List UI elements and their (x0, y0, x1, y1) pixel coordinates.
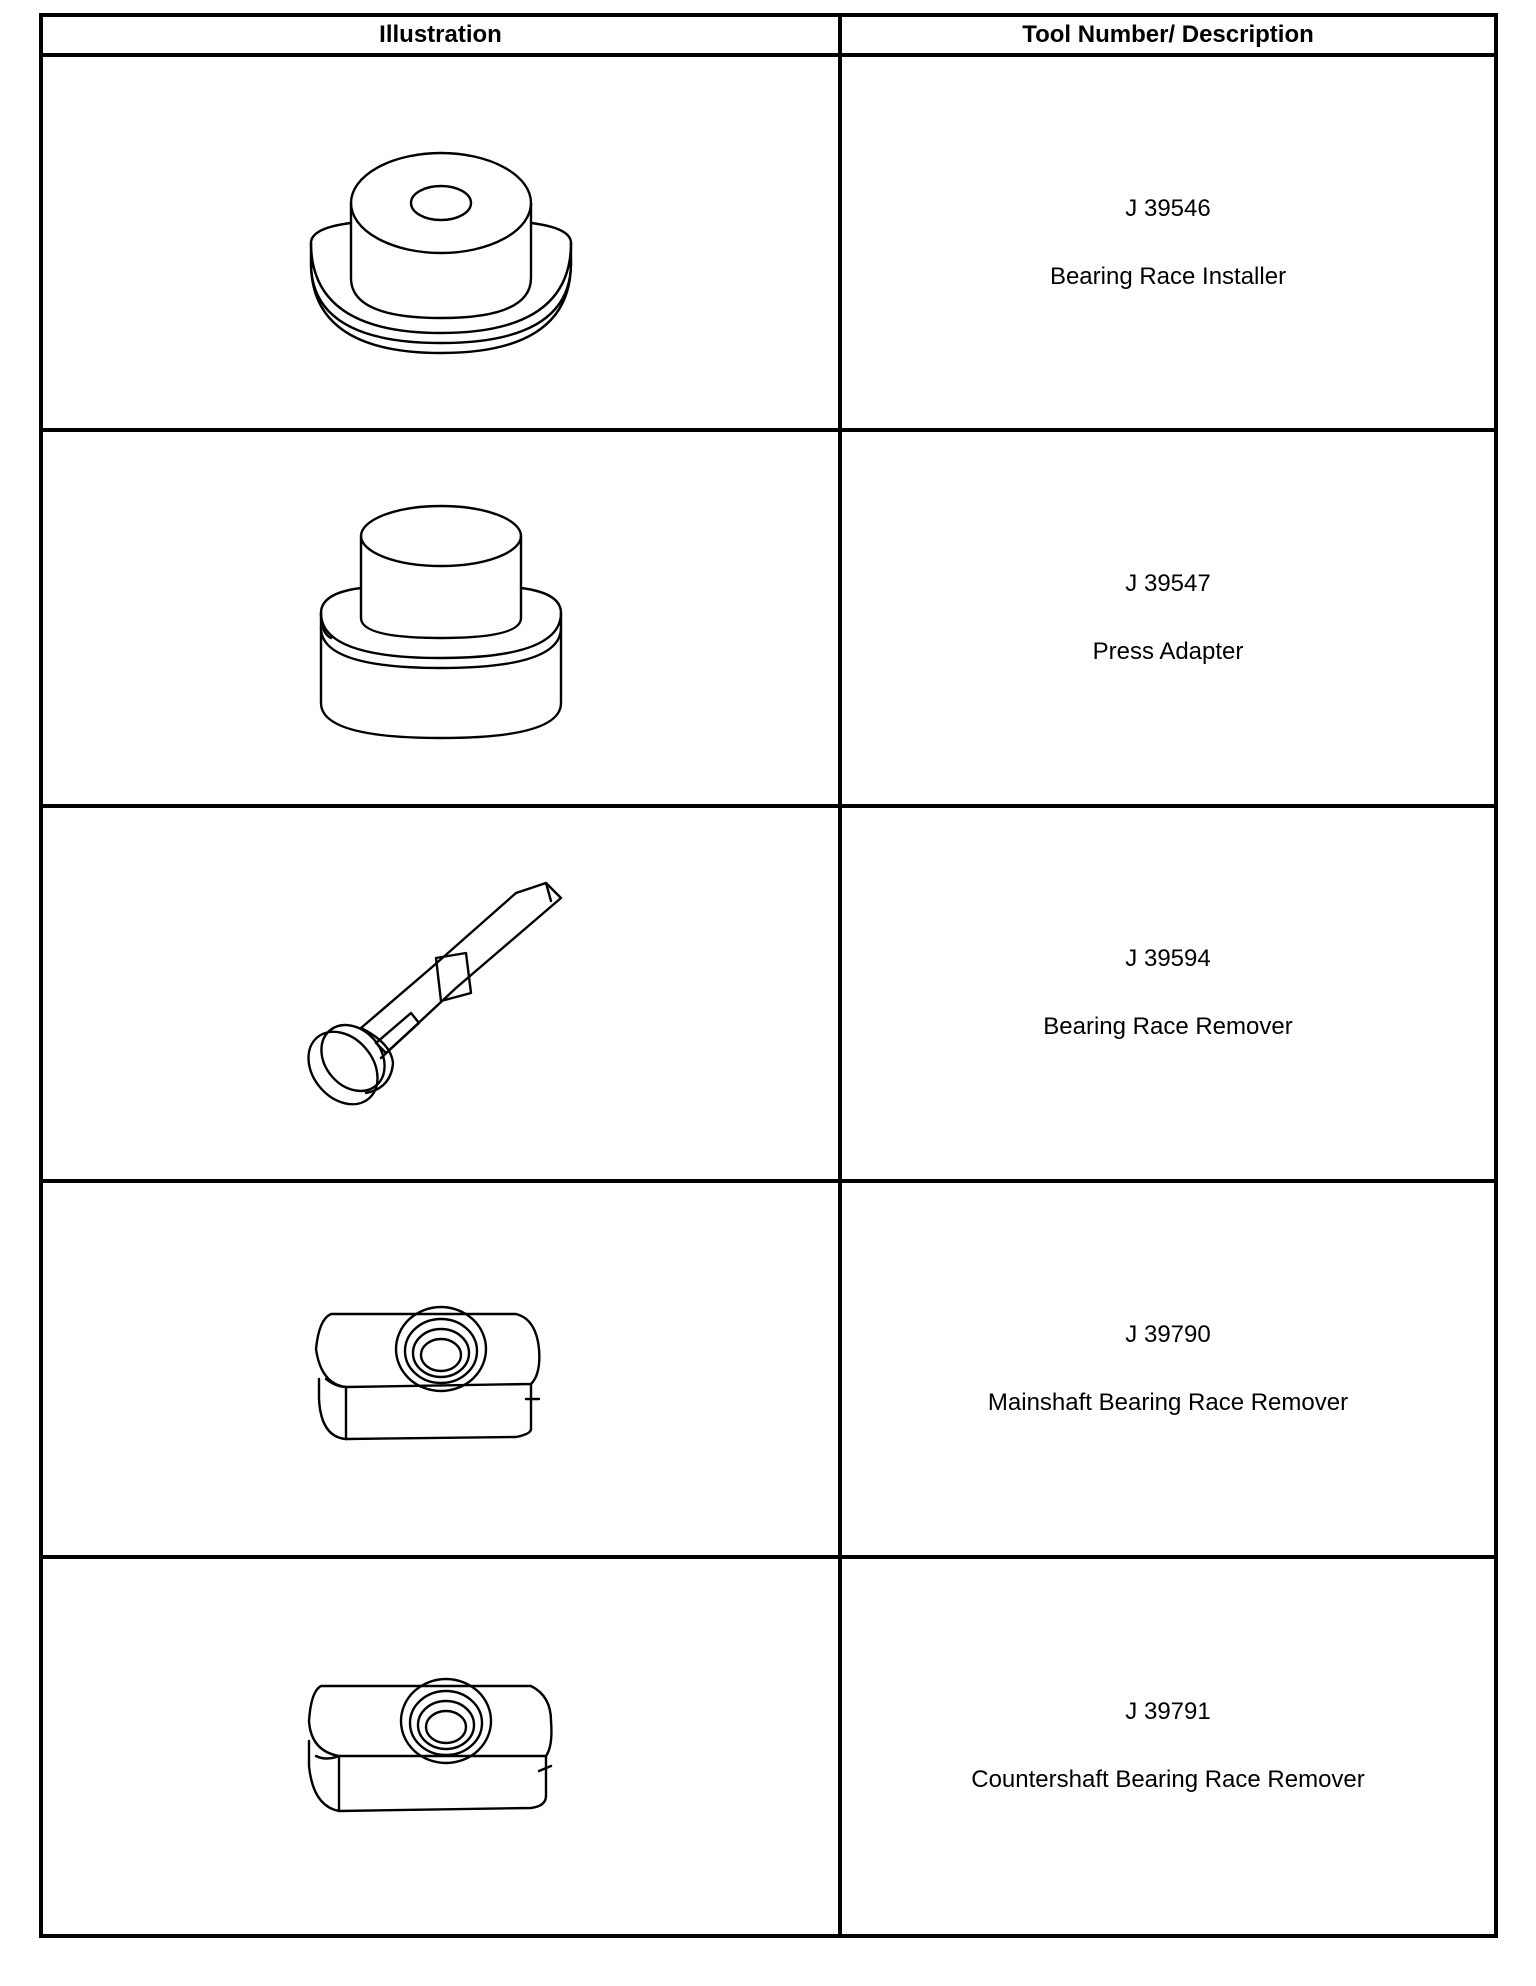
illustration-cell (43, 1183, 842, 1558)
press-adapter-icon (261, 488, 621, 748)
bearing-race-installer-icon (261, 113, 621, 373)
description-cell (842, 808, 1494, 1183)
tool-description: Countershaft Bearing Race Remover (971, 1766, 1365, 1794)
illustration-cell (43, 57, 842, 432)
description-cell (842, 432, 1494, 807)
illustration-cell (43, 808, 842, 1183)
description-cell (842, 1183, 1494, 1558)
tool-number: J 39546 (1125, 194, 1211, 222)
tool-number: J 39790 (1125, 1320, 1211, 1348)
mainshaft-remover-icon (261, 1239, 621, 1499)
description-cell (842, 57, 1494, 432)
tool-description: Bearing Race Installer (1049, 262, 1287, 290)
tool-number: J 39791 (1125, 1698, 1211, 1726)
bearing-race-remover-icon (261, 863, 621, 1123)
tool-number: J 39594 (1125, 945, 1211, 973)
tool-description: Mainshaft Bearing Race Remover (987, 1388, 1349, 1416)
tool-description: Press Adapter (1092, 638, 1244, 666)
illustration-cell (43, 1559, 842, 1934)
illustration-cell (43, 432, 842, 807)
countershaft-remover-icon (261, 1616, 621, 1876)
tool-table (39, 13, 1498, 1938)
description-cell (842, 1559, 1494, 1934)
tool-number: J 39547 (1125, 570, 1211, 598)
tool-description: Bearing Race Remover (1043, 1013, 1293, 1041)
header-tool-description: Tool Number/ Description (842, 17, 1494, 57)
header-illustration: Illustration (43, 17, 842, 57)
